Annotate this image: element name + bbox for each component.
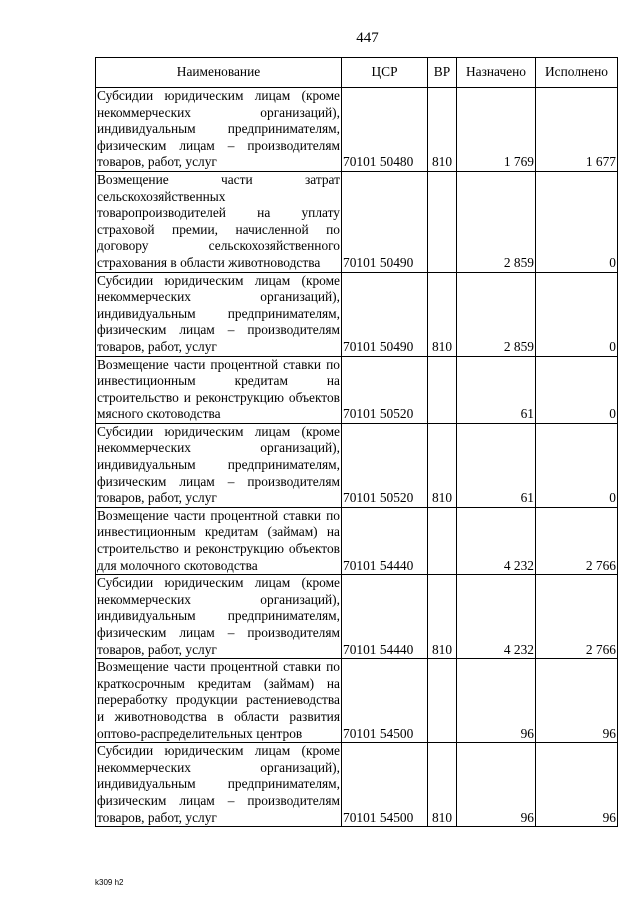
table-row <box>96 356 618 423</box>
row-assigned: 96 <box>457 743 536 827</box>
row-csr: 70101 50520 <box>342 423 428 507</box>
row-executed: 96 <box>536 743 618 827</box>
row-executed: 0 <box>536 356 618 423</box>
header-vr: ВР <box>428 58 457 88</box>
row-vr <box>428 171 457 272</box>
table-row <box>96 507 618 574</box>
row-executed: 2 766 <box>536 575 618 659</box>
table-row <box>96 575 618 659</box>
row-csr: 70101 54500 <box>342 743 428 827</box>
table-row <box>96 659 618 743</box>
row-executed: 1 677 <box>536 88 618 172</box>
header-assigned: Назначено <box>457 58 536 88</box>
row-vr <box>428 507 457 574</box>
row-name: Возмещение части процентной ставки по инвестиционным кредитам на строительство и реконструкцию объектов мясного скотоводства <box>96 356 342 423</box>
row-csr: 70101 54440 <box>342 507 428 574</box>
row-vr <box>428 356 457 423</box>
table-row <box>96 743 618 827</box>
row-assigned: 2 859 <box>457 171 536 272</box>
row-vr: 810 <box>428 575 457 659</box>
row-name: Субсидии юридическим лицам (кроме некоммерческих организаций), индивидуальным предпринимателям, физическим лицам – производителям товаров, работ, услуг <box>96 743 342 827</box>
page-number: 447 <box>356 30 379 46</box>
row-assigned: 61 <box>457 423 536 507</box>
header-csr: ЦСР <box>342 58 428 88</box>
row-assigned: 2 859 <box>457 272 536 356</box>
row-name: Субсидии юридическим лицам (кроме некоммерческих организаций), индивидуальным предпринимателям, физическим лицам – производителям товаров, работ, услуг <box>96 423 342 507</box>
row-assigned: 96 <box>457 659 536 743</box>
row-assigned: 4 232 <box>457 575 536 659</box>
row-name: Возмещение части процентной ставки по краткосрочным кредитам (займам) на переработку продукции растениеводства и животноводства в области развития оптово-распределительных центров <box>96 659 342 743</box>
row-vr: 810 <box>428 272 457 356</box>
row-assigned: 4 232 <box>457 507 536 574</box>
table-row <box>96 423 618 507</box>
row-name: Субсидии юридическим лицам (кроме некоммерческих организаций), индивидуальным предпринимателям, физическим лицам – производителям товаров, работ, услуг <box>96 575 342 659</box>
row-name: Возмещение части затрат сельскохозяйственных товаропроизводителей на уплату страховой премии, начисленной по договору сельскохозяйственного страхования в области животноводства <box>96 171 342 272</box>
table-header-row <box>96 58 618 88</box>
row-vr: 810 <box>428 88 457 172</box>
header-executed: Исполнено <box>536 58 618 88</box>
row-executed: 96 <box>536 659 618 743</box>
row-executed: 0 <box>536 171 618 272</box>
row-executed: 0 <box>536 423 618 507</box>
table-row <box>96 272 618 356</box>
budget-table <box>95 57 618 827</box>
row-csr: 70101 54440 <box>342 575 428 659</box>
footer-code: k309 h2 <box>95 878 124 887</box>
row-executed: 0 <box>536 272 618 356</box>
row-executed: 2 766 <box>536 507 618 574</box>
row-csr: 70101 50520 <box>342 356 428 423</box>
table-row <box>96 88 618 172</box>
header-name: Наименование <box>96 58 342 88</box>
row-csr: 70101 50490 <box>342 171 428 272</box>
row-csr: 70101 50490 <box>342 272 428 356</box>
row-vr: 810 <box>428 423 457 507</box>
row-vr: 810 <box>428 743 457 827</box>
row-assigned: 1 769 <box>457 88 536 172</box>
row-name: Возмещение части процентной ставки по инвестиционным кредитам (займам) на строительство и реконструкцию объектов для молочного скотоводства <box>96 507 342 574</box>
row-name: Субсидии юридическим лицам (кроме некоммерческих организаций), индивидуальным предпринимателям, физическим лицам – производителям товаров, работ, услуг <box>96 88 342 172</box>
row-csr: 70101 54500 <box>342 659 428 743</box>
row-name: Субсидии юридическим лицам (кроме некоммерческих организаций), индивидуальным предпринимателям, физическим лицам – производителям товаров, работ, услуг <box>96 272 342 356</box>
row-assigned: 61 <box>457 356 536 423</box>
row-vr <box>428 659 457 743</box>
table-row <box>96 171 618 272</box>
row-csr: 70101 50480 <box>342 88 428 172</box>
